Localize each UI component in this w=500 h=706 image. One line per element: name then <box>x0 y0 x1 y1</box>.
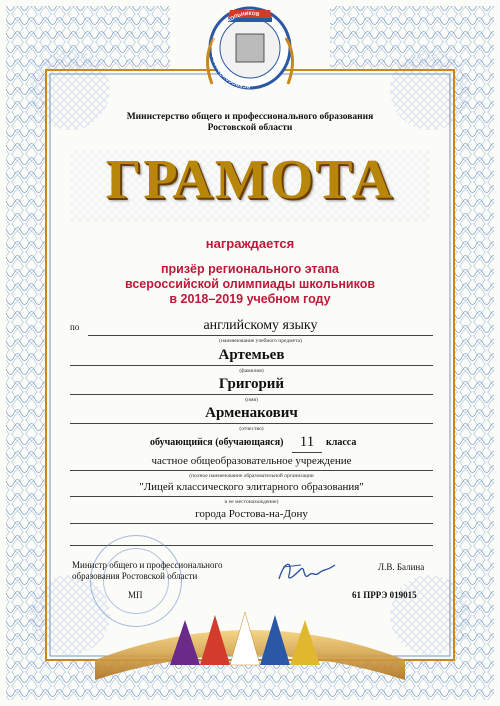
school-name-line <box>70 496 433 497</box>
signer-name: Л.В. Балина <box>378 562 425 572</box>
school-name-value: "Лицей классического элитарного образования" <box>139 481 364 493</box>
svg-text:ВСЕРОССИЙСКАЯ ОЛИМПИАДА ШКОЛЬН: ВСЕРОССИЙСКАЯ ОЛИМПИАДА ШКОЛЬНИКОВ <box>211 10 260 90</box>
signer-title-line1: Министр общего и профессионального <box>72 560 223 570</box>
patronymic-line <box>70 423 433 424</box>
student-prefix: обучающийся (обучающаяся) <box>150 437 284 448</box>
name-caption: (имя) <box>245 397 258 403</box>
prize-line3: в 2018–2019 учебном году <box>169 292 331 306</box>
signer-title-line2: образования Ростовской области <box>72 571 198 581</box>
grade-value: 11 <box>299 434 315 450</box>
subject-value: английскому языку <box>203 318 318 333</box>
emblem-text-ring <box>205 5 295 95</box>
school-type-caption: (полное наименование образовательной организации <box>189 473 314 479</box>
subject-caption: (наименование учебного предмета) <box>219 338 302 344</box>
school-type-value: частное общеобразовательное учреждение <box>151 455 352 467</box>
patronymic-value: Арменакович <box>205 405 298 421</box>
ministry-line2: Ростовской области <box>207 123 293 133</box>
grade-suffix: класса <box>326 437 357 448</box>
surname-value: Артемьев <box>218 347 285 363</box>
prize-line1: призёр регионального этапа <box>160 262 340 276</box>
certificate-title: ГРАМОТА <box>80 148 420 212</box>
name-value: Григорий <box>218 376 285 392</box>
city-line <box>70 523 433 524</box>
surname-line <box>70 365 433 366</box>
ministry-header <box>105 112 395 134</box>
grade-line <box>292 452 322 453</box>
surname-caption: (фамилия) <box>239 368 264 374</box>
signature-icon <box>275 555 345 587</box>
ministry-line1: Министерство общего и профессионального образования <box>126 112 374 122</box>
subject-prefix: по <box>70 322 80 332</box>
subject-line <box>88 335 433 336</box>
school-name-caption: и ее местонахождение) <box>224 499 279 505</box>
patronymic-caption: (отчество) <box>239 426 264 432</box>
prize-text <box>90 262 410 307</box>
awarded-label: награждается <box>205 236 295 251</box>
mp-label: МП <box>128 590 143 600</box>
name-line <box>70 394 433 395</box>
signer-title <box>72 560 222 582</box>
city-value: города Ростова-на-Дону <box>195 508 308 520</box>
serial-number: 61 ПРРЭ 019015 <box>352 590 417 600</box>
prize-line2: всероссийской олимпиады школьников <box>124 277 376 291</box>
school-type-line <box>70 470 433 471</box>
